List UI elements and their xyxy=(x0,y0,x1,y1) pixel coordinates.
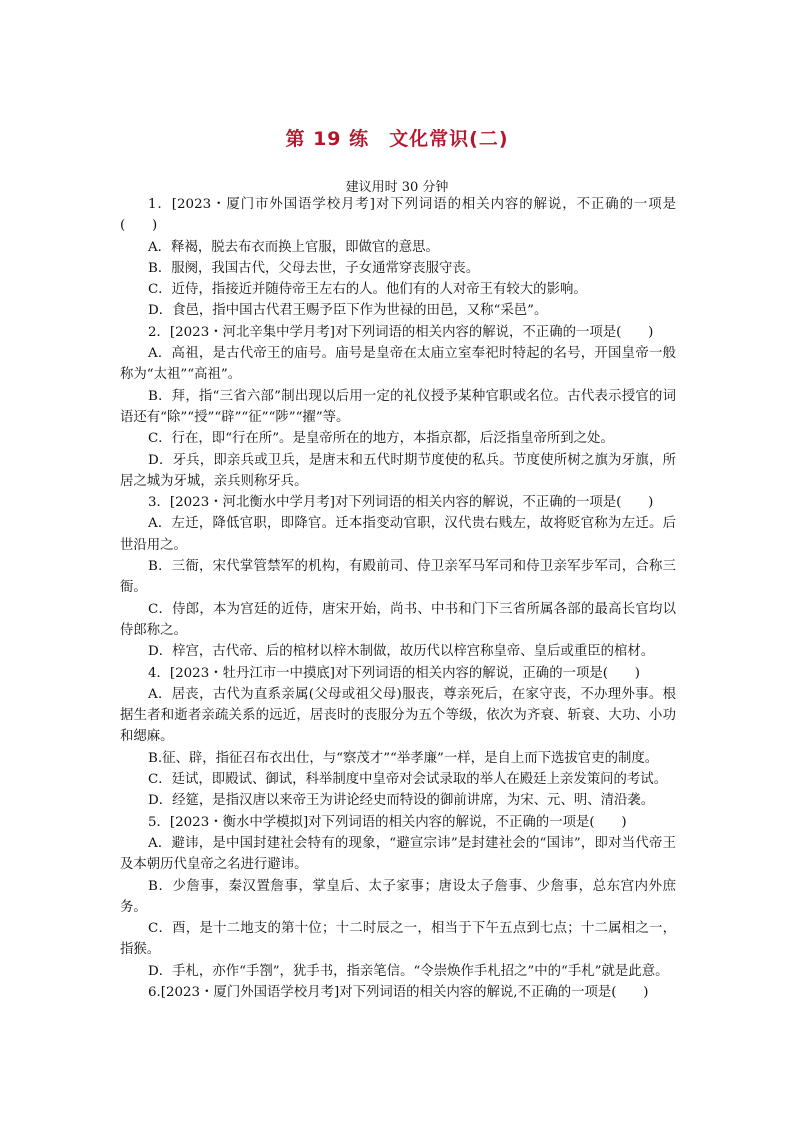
question-option: C．近侍，指接近并随侍帝王左右的人。他们有的人对帝王有较大的影响。 xyxy=(148,282,587,298)
question-option: C．廷试，即殿试、御试，科举制度中皇帝对会试录取的举人在殿廷上亲发策问的考试。 xyxy=(148,772,668,788)
question-list xyxy=(120,194,676,1003)
question-stem: 1．[2023・厦门市外国语学校月考]对下列词语的相关内容的解说，不正确的一项是( ) xyxy=(120,197,676,234)
question-option: A．左迁，降低官职，即降官。迁本指变动官职，汉代贵右贱左，故将贬官称为左迁。后世沿用之。 xyxy=(120,516,676,553)
question-stem: 5．[2023・衡水中学模拟]对下列词语的相关内容的解说，不正确的一项是( ) xyxy=(148,814,627,830)
question-option: C．酉，是十二地支的第十位；十二时辰之一，相当于下午五点到七点；十二属相之一，指猴。 xyxy=(120,921,676,958)
question-stem: 4．[2023・牡丹江市一中摸底]对下列词语的相关内容的解说，正确的一项是( ) xyxy=(148,665,640,681)
question-option: D．梓宫，古代帝、后的棺材以梓木制做，故历代以梓宫称皇帝、皇后或重臣的棺材。 xyxy=(148,644,655,660)
question-option: C．行在，即“行在所”。是皇帝所在的地方，本指京都，后泛指皇帝所到之处。 xyxy=(148,431,614,447)
question-stem: 6.[2023・厦门外国语学校月考]对下列词语的相关内容的解说,不正确的一项是( ) xyxy=(148,984,649,1000)
question-stem: 3．[2023・河北衡水中学月考]对下列词语的相关内容的解说，不正确的一项是( ) xyxy=(148,495,654,511)
question-option: B．三衙，宋代掌管禁军的机构，有殿前司、侍卫亲军马军司和侍卫亲军步军司，合称三衙。 xyxy=(120,559,676,596)
question-option: B．少詹事，秦汉置詹事，掌皇后、太子家事；唐设太子詹事、少詹事，总东宫内外庶务。 xyxy=(120,878,676,915)
question-option: D．手札，亦作“手劄”，犹手书，指亲笔信。“令崇焕作手札招之”中的“手札”就是此意。 xyxy=(148,963,669,979)
question-option: D．牙兵，即亲兵或卫兵，是唐末和五代时期节度使的私兵。节度使所树之旗为牙旗，所居之城为牙城，亲兵则称牙兵。 xyxy=(120,452,676,489)
question-option: B．服阕，我国古代，父母去世，子女通常穿丧服守丧。 xyxy=(148,260,480,276)
question-option: D．经筵，是指汉唐以来帝王为讲论经史而特设的御前讲席，为宋、元、明、清沿袭。 xyxy=(148,793,655,809)
question-stem: 2．[2023・河北辛集中学月考]对下列词语的相关内容的解说，不正确的一项是( ) xyxy=(148,324,654,340)
question-option: D．食邑，指中国古代君王赐予臣下作为世禄的田邑，又称“采邑”。 xyxy=(148,303,548,319)
question-option: A．高祖，是古代帝王的庙号。庙号是皇帝在太庙立室奉祀时特起的名号，开国皇帝一般称为“太祖”“高祖”。 xyxy=(120,346,676,383)
question-option: A．释褐，脱去布衣而换上官服，即做官的意思。 xyxy=(148,239,439,255)
page-title: 第 19 练 文化常识(二) xyxy=(285,128,509,150)
question-option: B.征、辟，指征召布衣出仕，与“察茂才”“举孝廉”一样，是自上而下选拔官吏的制度。 xyxy=(148,750,659,766)
question-option: C．侍郎，本为宫廷的近侍，唐宋开始，尚书、中书和门下三省所属各部的最高长官均以侍郎称之。 xyxy=(120,601,676,638)
question-option: B．拜，指“三省六部”制出现以后用一定的礼仪授予某种官职或名位。古代表示授官的词语还有“除”“授”“辟”“征”“陟”“擢”等。 xyxy=(120,388,676,425)
suggested-time: 建议用时 30 分钟 xyxy=(345,180,449,195)
question-option: A．避讳，是中国封建社会特有的现象，“避宣宗讳”是封建社会的“国讳”，即对当代帝王及本朝历代皇帝之名进行避讳。 xyxy=(120,835,676,873)
question-option: A．居丧，古代为直系亲属(父母或祖父母)服丧，尊亲死后，在家守丧，不办理外事。根据生者和逝者亲疏关系的远近，居丧时的丧服分为五个等级，依次为齐衰、斩衰、大功、小功和缌麻。 xyxy=(120,686,676,745)
